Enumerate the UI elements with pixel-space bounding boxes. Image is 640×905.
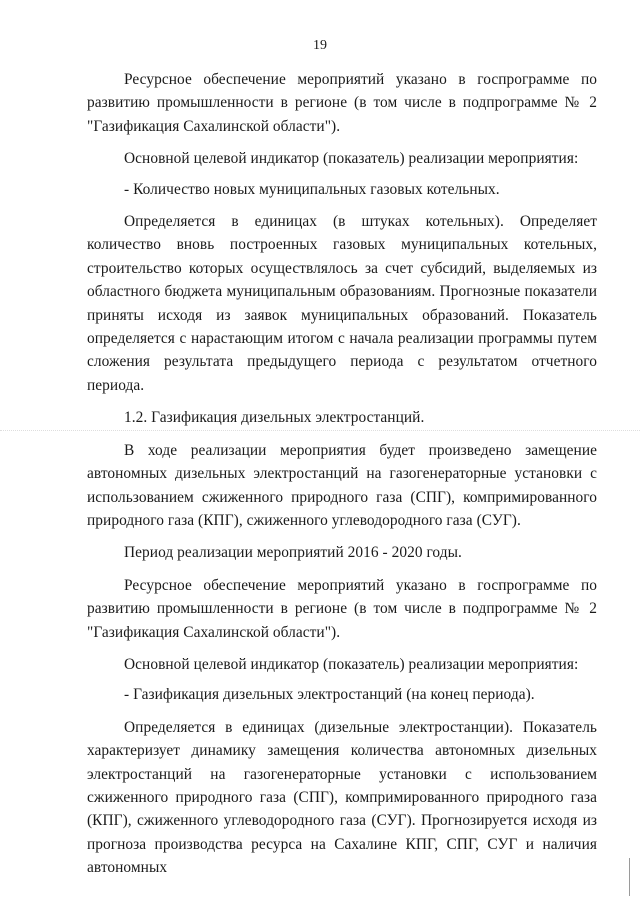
paragraph-indicator-diesel: - Газификация дизельных электростанций (на конец периода).	[124, 686, 535, 704]
paragraph-indicator-heading: Основной целевой индикатор (показатель) реализации мероприятия:	[124, 150, 579, 168]
paragraph-indicator-boilers: - Количество новых муниципальных газовых котельных.	[124, 180, 500, 198]
paragraph-resource-provision: Ресурсное обеспечение мероприятий указано в госпрограмме по развитию промышленности в регионе (в том числе в подпрограмме № 2 "Газификация Сахалинской области").	[87, 71, 597, 135]
paragraph-resource-provision-2: Ресурсное обеспечение мероприятий указано в госпрограмме по развитию промышленности в регионе (в том числе в подпрограмме № 2 "Газификация Сахалинской области").	[87, 576, 597, 641]
paragraph-diesel-replacement: В ходе реализации мероприятия будет произведено замещение автономных дизельных электростанций на газогенераторные установки с использованием сжиженного природного газа (СПГ), компримированного природного газа (КПГ), сжиженного углеводородного газа (СУГ).	[87, 441, 597, 529]
paragraph-diesel-definition: Определяется в единицах (дизельные электростанции). Показатель характеризует динамику замещения количества автономных дизельных электростанций на газогенераторные установки с использованием сжиженного природного газа (СПГ), компримированного природного газа (КПГ), сжиженного углеводородного газа (СУГ). Прогнозируется исходя из прогноза производства ресурса на Сахалине КПГ, СПГ, СУГ и наличия автономных	[87, 718, 597, 877]
body-text	[87, 68, 597, 889]
paragraph-boilers-definition: Определяется в единицах (в штуках котельных). Определяет количество вновь построенных газовых муниципальных котельных, строительство которых осуществлялось за счет субсидий, выделяемых из областного бюджета муниципальным образованиям. Прогнозные показатели приняты исходя из заявок муниципальных образований. Показатель определяется с нарастающим итогом с начала реализации программы путем сложения результата предыдущего периода с результатом отчетного периода.	[87, 213, 597, 394]
scan-edge-mark	[629, 858, 630, 896]
scan-noise-line	[0, 430, 640, 432]
page-number: 19	[313, 38, 327, 53]
section-heading-1-2: 1.2. Газификация дизельных электростанций.	[124, 409, 425, 427]
paragraph-indicator-heading-2: Основной целевой индикатор (показатель) реализации мероприятия:	[124, 655, 579, 673]
paragraph-implementation-period: Период реализации мероприятий 2016 - 2020 годы.	[124, 544, 462, 562]
